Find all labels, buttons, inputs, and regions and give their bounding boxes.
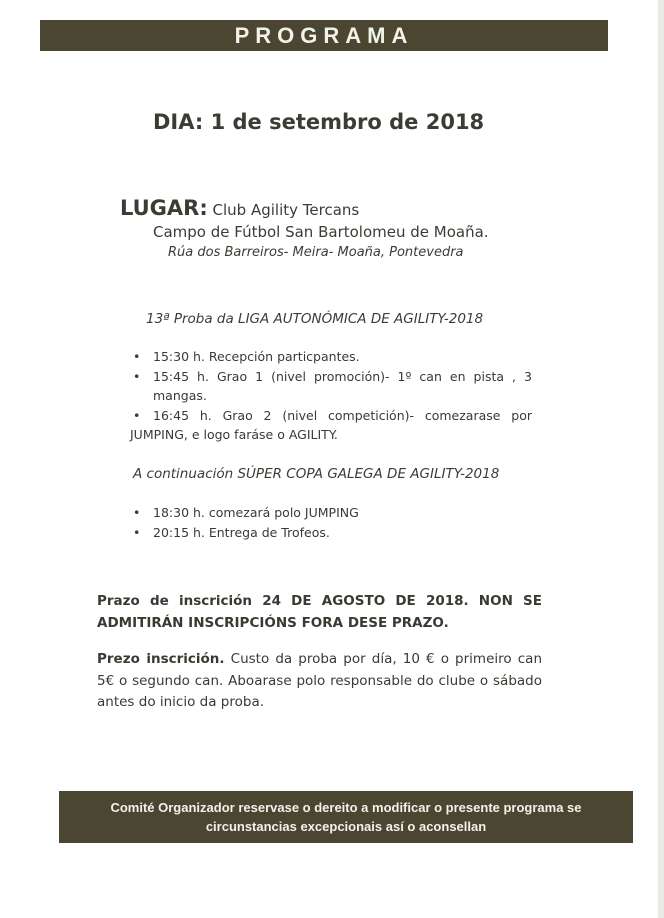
header-bar [40,20,608,51]
bullet-icon: • [133,524,141,540]
event-date: DIA: 1 de setembro de 2018 [153,110,485,134]
location-line [120,196,359,220]
bullet-icon: • [133,505,141,520]
schedule-text: 15:45 h. Grao 1 (nivel promoción)- 1º can en pista , 3 mangas. [153,368,532,403]
list-item [130,523,532,543]
venue-name: Campo de Fútbol San Bartolomeu de Moaña. [153,223,489,241]
footer-line-2: circunstancias excepcionais así o aconsellan [205,819,487,834]
cup-title: A continuación SÚPER COPA GALEGA DE AGILITY-2018 [133,466,500,482]
bullet-icon: • [133,349,141,364]
location-label: LUGAR: [120,196,208,220]
footer-notice [59,791,633,843]
page-edge [658,0,664,918]
bullet-icon: • [133,407,141,423]
venue-address: Rúa dos Barreiros- Meira- Moaña, Pontevedra [168,245,464,260]
club-name: Club Agility Tercans [212,201,360,219]
list-item [130,347,532,367]
list-item [130,367,532,406]
price-label: Prezo inscrición. [97,651,225,667]
list-item [130,503,532,523]
league-title: 13ª Proba da LIGA AUTONÓMICA DE AGILITY-2018 [146,311,484,327]
registration-deadline: Prazo de inscrición 24 DE AGOSTO DE 2018. NON SE ADMITIRÁN INSCRIPCIÓNS FORA DESE PRAZO. [97,593,542,631]
list-item [130,406,532,445]
registration-price [97,649,542,714]
page-title: PROGRAMA [234,23,414,48]
schedule-text: 18:30 h. comezará polo JUMPING [153,505,359,520]
price-text: Custo da proba por día, 10 € o primeiro can 5€ o segundo can. Aboarase polo responsable do clube o sábado antes do inicio da proba. [97,651,542,710]
schedule-text: 15:30 h. Recepción particpantes. [153,349,360,364]
cup-schedule-list [130,503,532,542]
bullet-icon: • [133,368,141,384]
league-schedule-list [130,347,532,445]
schedule-text: 20:15 h. Entrega de Trofeos. [153,524,330,540]
footer-line-1: Comité Organizador reservase o dereito a modificar o presente programa se [110,800,582,815]
schedule-text: 16:45 h. Grao 2 (nivel competición)- comezarase por JUMPING, e logo faráse o AGILITY. [130,407,532,442]
